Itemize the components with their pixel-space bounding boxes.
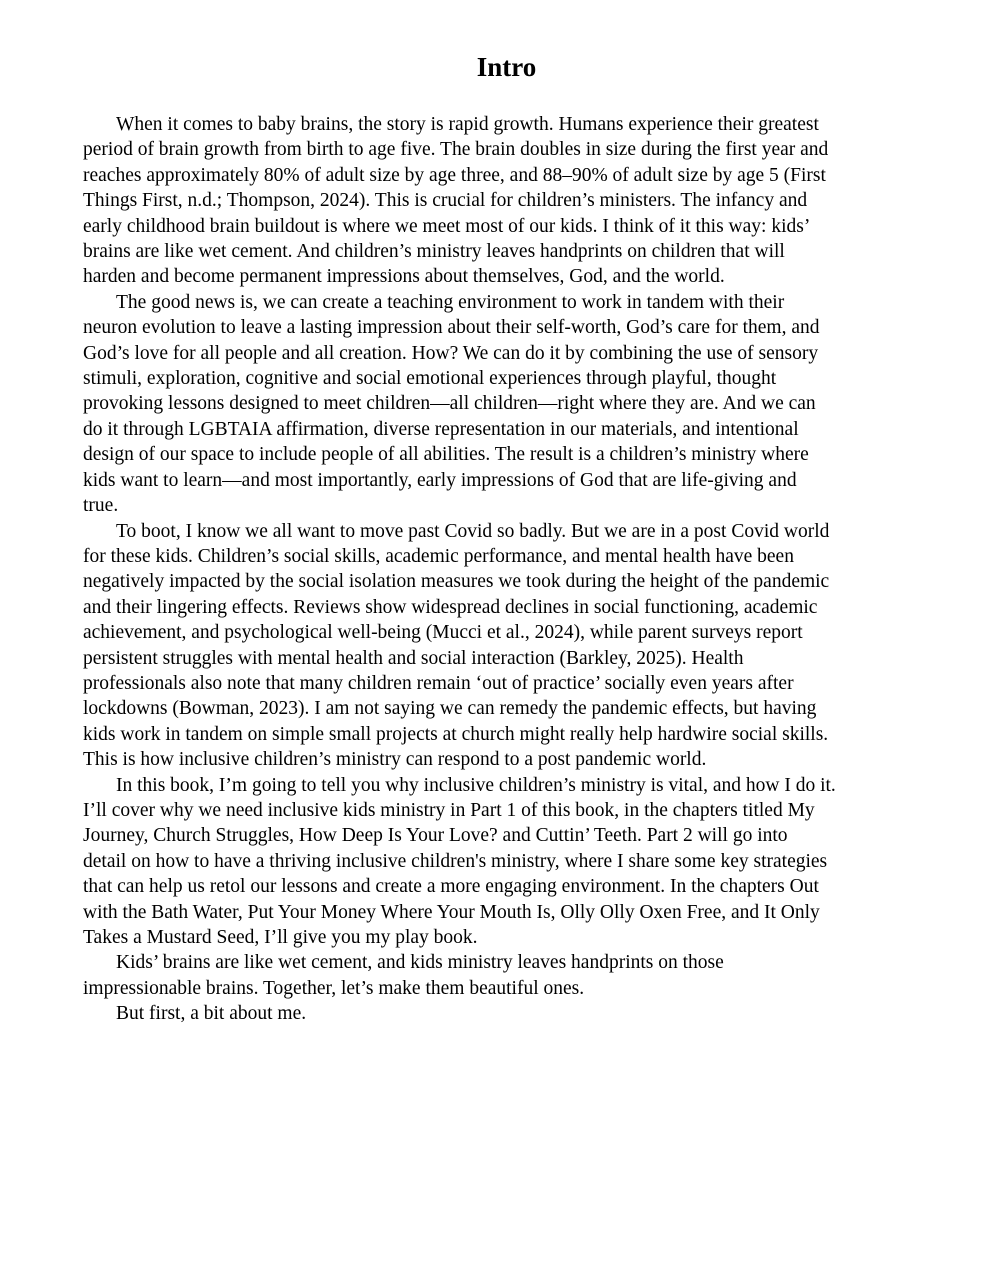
text-line: lockdowns (Bowman, 2023). I am not saying we can remedy the pandemic effects, but having <box>83 698 817 720</box>
paragraph <box>83 112 930 290</box>
text-line: Journey, Church Struggles, How Deep Is Your Love? and Cuttin’ Teeth. Part 2 will go into <box>83 825 788 847</box>
text-line: But first, a bit about me. <box>116 1003 307 1025</box>
text-line: do it through LGBTAIA affirmation, diverse representation in our materials, and intentional <box>83 418 799 440</box>
text-line: achievement, and psychological well-being (Mucci et al., 2024), while parent surveys report <box>83 622 803 644</box>
text-line: true. <box>83 495 119 517</box>
text-line: This is how inclusive children’s ministry can respond to a post pandemic world. <box>83 749 707 771</box>
paragraph <box>83 1001 930 1026</box>
text-line: Things First, n.d.; Thompson, 2024). This is crucial for children’s ministers. The infancy and <box>83 190 808 212</box>
text-line: To boot, I know we all want to move past Covid so badly. But we are in a post Covid world <box>116 520 830 542</box>
paragraph <box>83 950 930 1001</box>
text-line: for these kids. Children’s social skills, academic performance, and mental health have been <box>83 545 794 567</box>
text-line: with the Bath Water, Put Your Money Where Your Mouth Is, Olly Olly Oxen Free, and It Only <box>83 901 820 923</box>
text-line: kids work in tandem on simple small projects at church might really help hardwire social skills. <box>83 723 829 745</box>
paragraph <box>83 290 930 519</box>
text-line: provoking lessons designed to meet children—all children—right where they are. And we can <box>83 393 816 415</box>
text-line: I’ll cover why we need inclusive kids ministry in Part 1 of this book, in the chapters titled My <box>83 799 815 821</box>
text-line: and their lingering effects. Reviews show widespread declines in social functioning, academic <box>83 596 818 618</box>
text-line: negatively impacted by the social isolation measures we took during the height of the pandemic <box>83 571 830 593</box>
text-line: early childhood brain buildout is where we meet most of our kids. I think of it this way: kids’ <box>83 215 811 237</box>
text-line: harden and become permanent impressions about themselves, God, and the world. <box>83 266 725 288</box>
paragraph <box>83 773 930 951</box>
paragraph <box>83 519 930 773</box>
text-line: professionals also note that many children remain ‘out of practice’ socially even years after <box>83 672 794 694</box>
page-title: Intro <box>476 52 537 82</box>
document-body <box>83 112 930 1027</box>
text-line: neuron evolution to leave a lasting impression about their self-worth, God’s care for them, and <box>83 317 820 339</box>
text-line: detail on how to have a thriving inclusive children's ministry, where I share some key strategies <box>83 850 828 872</box>
text-line: design of our space to include people of all abilities. The result is a children’s ministry where <box>83 444 809 466</box>
text-line: Takes a Mustard Seed, I’ll give you my play book. <box>83 927 478 948</box>
text-line: brains are like wet cement. And children’s ministry leaves handprints on children that will <box>83 241 785 263</box>
text-line: that can help us retol our lessons and create a more engaging environment. In the chapters Out <box>83 876 819 898</box>
text-line: God’s love for all people and all creation. How? We can do it by combining the use of sensory <box>83 342 819 364</box>
text-line: The good news is, we can create a teaching environment to work in tandem with their <box>116 291 785 313</box>
text-line: reaches approximately 80% of adult size by age three, and 88–90% of adult size by age 5 (First <box>83 164 826 186</box>
text-line: In this book, I’m going to tell you why inclusive children’s ministry is vital, and how I do it. <box>116 774 836 796</box>
text-line: kids want to learn—and most importantly, early impressions of God that are life-giving and <box>83 469 797 491</box>
text-line: Kids’ brains are like wet cement, and kids ministry leaves handprints on those <box>116 952 724 974</box>
text-line: period of brain growth from birth to age five. The brain doubles in size during the first year and <box>83 139 829 161</box>
text-line: When it comes to baby brains, the story is rapid growth. Humans experience their greatest <box>116 114 819 135</box>
text-line: stimuli, exploration, cognitive and social emotional experiences through playful, thought <box>83 368 777 390</box>
text-line: impressionable brains. Together, let’s make them beautiful ones. <box>83 977 585 999</box>
text-line: persistent struggles with mental health and social interaction (Barkley, 2025). Health <box>83 647 744 669</box>
